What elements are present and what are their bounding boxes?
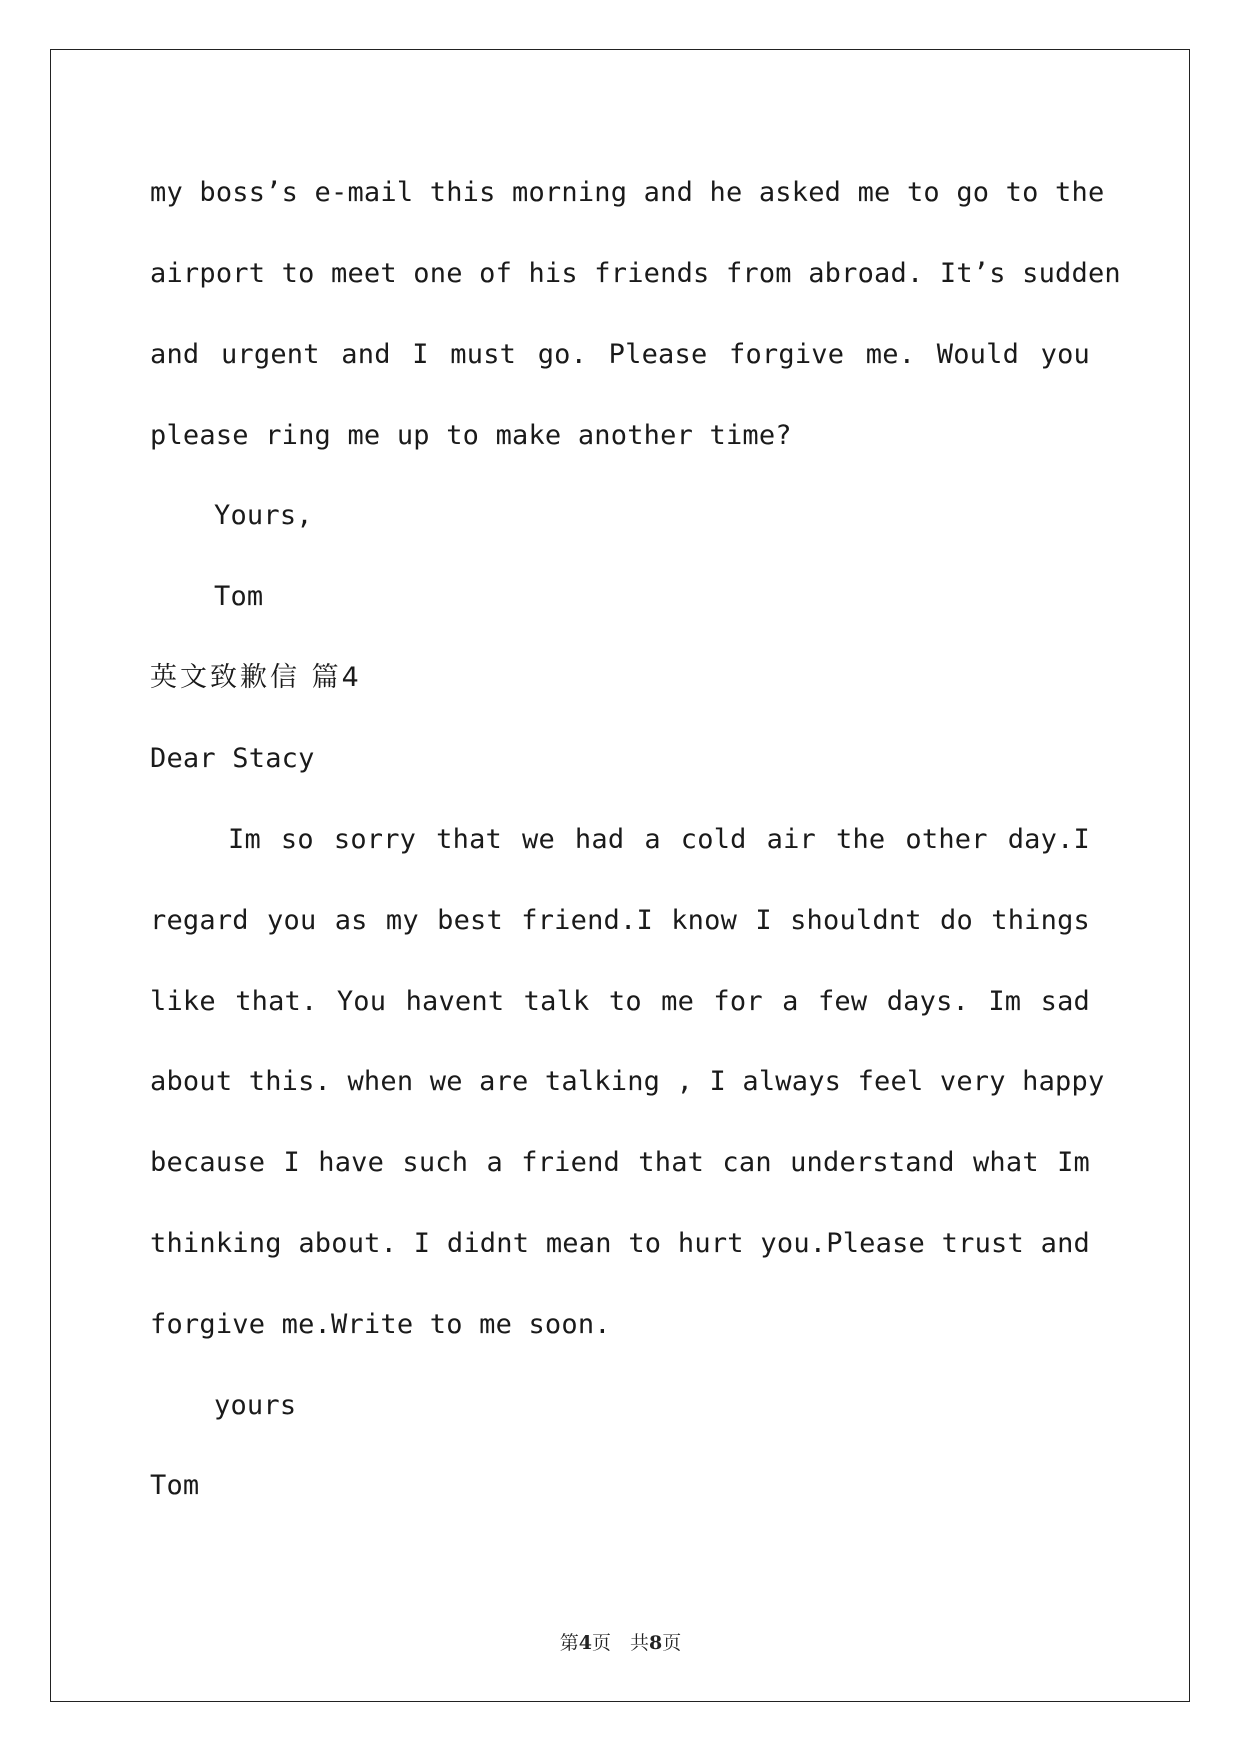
letter4-closing: yours — [214, 1390, 297, 1421]
letter4-greeting: Dear Stacy — [150, 743, 315, 774]
letter3-line-1: my boss’s e-mail this morning and he asked me to go to the — [150, 177, 1105, 208]
letter3-line-2: airport to meet one of his friends from abroad. It’s sudden — [150, 258, 1121, 289]
footer-total-pages: 8 — [649, 1632, 663, 1654]
letter4-line-2: regard you as my best friend.I know I shouldnt do things — [150, 905, 1090, 936]
letter3-signature: Tom — [214, 581, 264, 612]
letter3-closing: Yours, — [214, 500, 313, 531]
footer-middle: 页 共 — [591, 1632, 649, 1654]
letter4-line-4: about this. when we are talking , I always feel very happy — [150, 1066, 1105, 1097]
footer-suffix: 页 — [662, 1632, 682, 1654]
letter4-line-6: thinking about. I didnt mean to hurt you.Please trust and — [150, 1228, 1090, 1259]
letter4-signature: Tom — [150, 1470, 200, 1501]
letter4-line-7: forgive me.Write to me soon. — [150, 1309, 611, 1340]
section-heading: 英文致歉信 篇4 — [150, 662, 362, 693]
letter3-line-3: and urgent and I must go. Please forgive me. Would you — [150, 339, 1090, 370]
page-footer — [0, 1628, 1241, 1655]
footer-current-page: 4 — [578, 1632, 592, 1654]
letter4-line-1: Im so sorry that we had a cold air the other day.I — [228, 824, 1090, 855]
letter4-line-3: like that. You havent talk to me for a few days. Im sad — [150, 986, 1090, 1017]
page-border — [50, 49, 1190, 1702]
letter3-line-4: please ring me up to make another time? — [150, 420, 792, 451]
letter4-line-5: because I have such a friend that can understand what Im — [150, 1147, 1090, 1178]
footer-prefix: 第 — [559, 1632, 579, 1654]
